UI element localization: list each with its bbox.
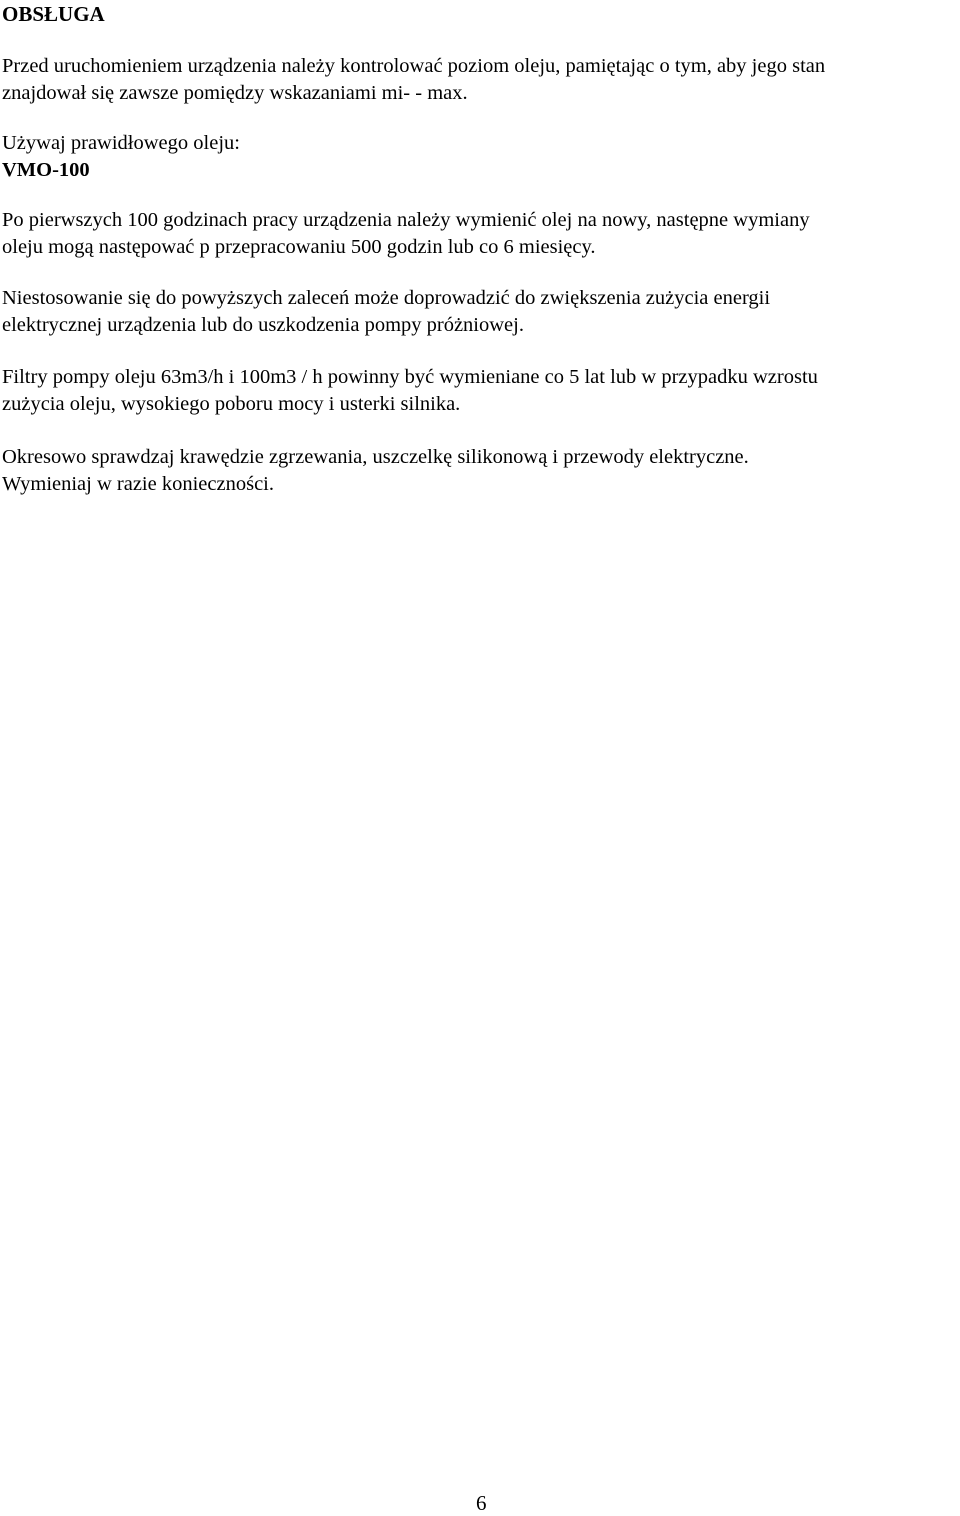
- paragraph-line: elektrycznej urządzenia lub do uszkodzenia pompy próżniowej.: [2, 314, 524, 336]
- paragraph-oil-type: [2, 130, 954, 184]
- paragraph-oil-change-interval: [2, 207, 954, 261]
- paragraph-line: Filtry pompy oleju 63m3/h i 100m3 / h powinny być wymieniane co 5 lat lub w przypadku wzrostu: [2, 366, 818, 388]
- paragraph-oil-level-check: [2, 53, 954, 107]
- paragraph-line: Używaj prawidłowego oleju:: [2, 132, 240, 154]
- section-heading: OBSŁUGA: [2, 2, 105, 26]
- paragraph-line: Po pierwszych 100 godzinach pracy urządzenia należy wymienić olej na nowy, następne wymiany: [2, 209, 810, 231]
- paragraph-line: znajdował się zawsze pomiędzy wskazaniami mi- - max.: [2, 82, 468, 104]
- page-number: 6: [476, 1491, 487, 1515]
- paragraph-inspection: [2, 444, 954, 498]
- paragraph-line: Okresowo sprawdzaj krawędzie zgrzewania, uszczelkę silikonową i przewody elektryczne.: [2, 446, 749, 468]
- paragraph-line: Przed uruchomieniem urządzenia należy kontrolować poziom oleju, pamiętając o tym, aby jego stan: [2, 55, 826, 77]
- paragraph-line: zużycia oleju, wysokiego poboru mocy i usterki silnika.: [2, 393, 461, 415]
- paragraph-line: Wymieniaj w razie konieczności.: [2, 473, 274, 495]
- paragraph-line: oleju mogą następować p przepracowaniu 500 godzin lub co 6 miesięcy.: [2, 236, 596, 258]
- oil-model-name: VMO-100: [2, 159, 90, 181]
- paragraph-filters: [2, 364, 954, 418]
- paragraph-warning: [2, 285, 954, 339]
- paragraph-line: Niestosowanie się do powyższych zaleceń może doprowadzić do zwiększenia zużycia energii: [2, 287, 771, 309]
